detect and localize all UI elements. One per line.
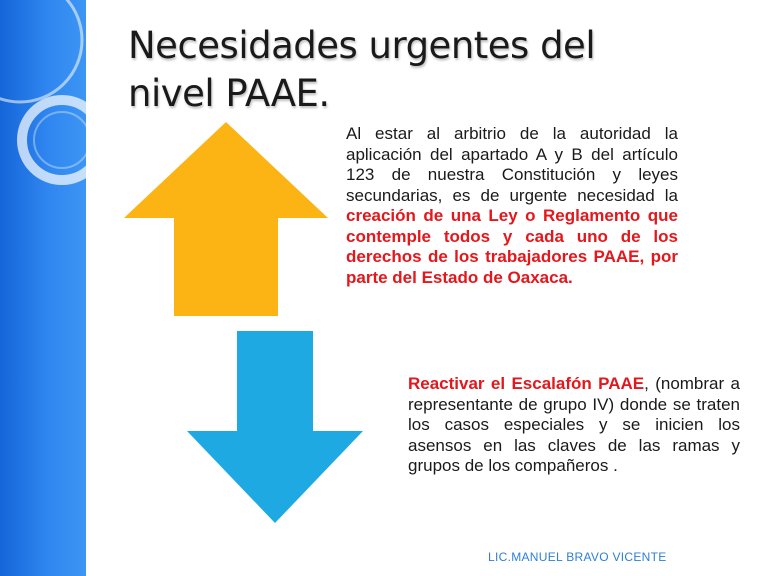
decorative-side-band [0,0,86,576]
text-block-ley [346,124,678,288]
block1-normal-text: Al estar al arbitrio de la autoridad la aplicación del apartado A y B del artículo 123 de nuestra Constitución y leyes secundarias, es de urgente necesidad la [346,124,678,205]
block1-highlight-text: creación de una Ley o Reglamento que contemple todos y cada uno de los derechos de los trabajadores PAAE, por parte del Estado de Oaxaca. [346,206,678,287]
footer-author: LIC.MANUEL BRAVO VICENTE [488,550,667,564]
slide-title: Necesidades urgentes del nivel PAAE. [128,24,596,115]
text-block-escalafon [408,374,740,477]
block2-normal-text: , (nombrar a representante de grupo IV) donde se traten los casos especiales y se inicien los asensos en las claves de las ramas y grupos de los compañeros . [408,374,740,475]
arrow-up-icon [124,122,328,316]
decorative-circles [0,0,86,576]
block2-highlight-text: Reactivar el Escalafón PAAE [408,374,645,393]
arrow-down-icon [187,331,363,523]
